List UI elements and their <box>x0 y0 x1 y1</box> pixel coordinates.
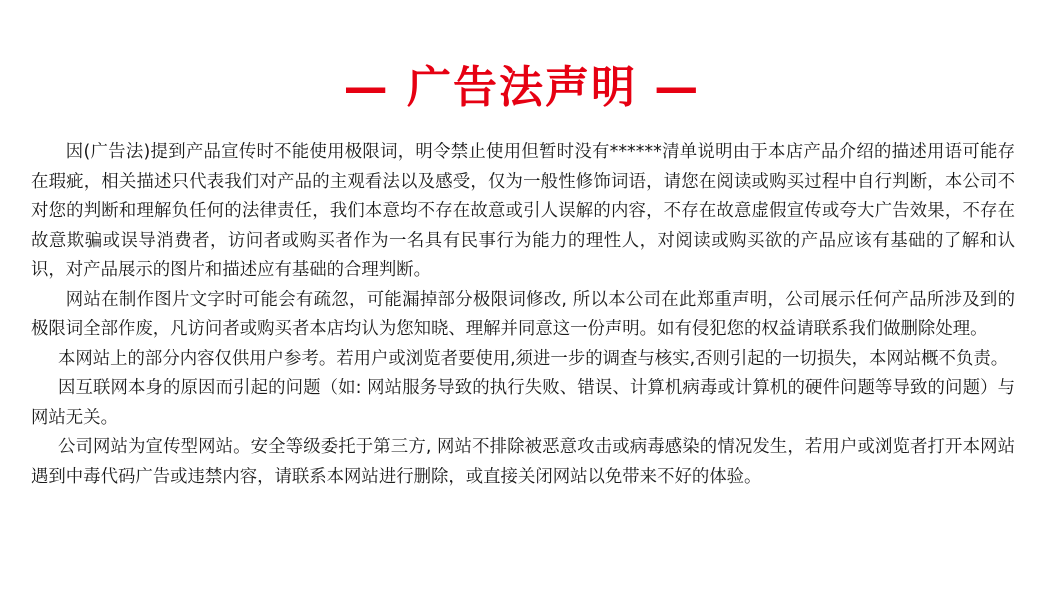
paragraph-ad-law: 因(广告法)提到产品宣传时不能使用极限词，明令禁止使用但暂时没有******清单说明由于本店产品介绍的描述用语可能存在瑕疵，相关描述只代表我们对产品的主观看法以及感受，仅为一般性修饰词语，请您在阅读或购买过程中自行判断，本公司不对您的判断和理解负任何的法律责任，我们本意均不存在故意或引人误解的内容，不存在故意虚假宣传或夸大广告效果，不存在故意欺骗或误导消费者，访问者或购买者作为一名具有民事行为能力的理性人，对阅读或购买欲的产品应该有基础的了解和认识，对产品展示的图片和描述应有基础的合理判断。 <box>31 142 1015 280</box>
paragraph-extreme-words: 网站在制作图片文字时可能会有疏忽，可能漏掉部分极限词修改, 所以本公司在此郑重声明，公司展示任何产品所涉及到的极限词全部作废，凡访问者或购买者本店均认为您知晓、理解并同意这一份声明。如有侵犯您的权益请联系我们做删除处理。 <box>31 289 1015 339</box>
page-title: — 广告法声明 — <box>343 62 701 113</box>
declaration-body <box>31 138 1015 492</box>
paragraph-website-security: 公司网站为宣传型网站。安全等级委托于第三方, 网站不排除被恶意攻击或病毒感染的情况发生，若用户或浏览者打开本网站遇到中毒代码广告或违禁内容，请联系本网站进行删除，或直接关闭网站以免带来不好的体验。 <box>31 437 1015 487</box>
paragraph-internet-issues: 因互联网本身的原因而引起的问题（如: 网站服务导致的执行失败、错误、计算机病毒或计算机的硬件问题等导致的问题）与网站无关。 <box>31 378 1015 428</box>
header <box>0 56 1044 120</box>
paragraph-content-reference: 本网站上的部分内容仅供用户参考。若用户或浏览者要使用,须进一步的调查与核实,否则引起的一切损失，本网站概不负责。 <box>57 348 1009 369</box>
